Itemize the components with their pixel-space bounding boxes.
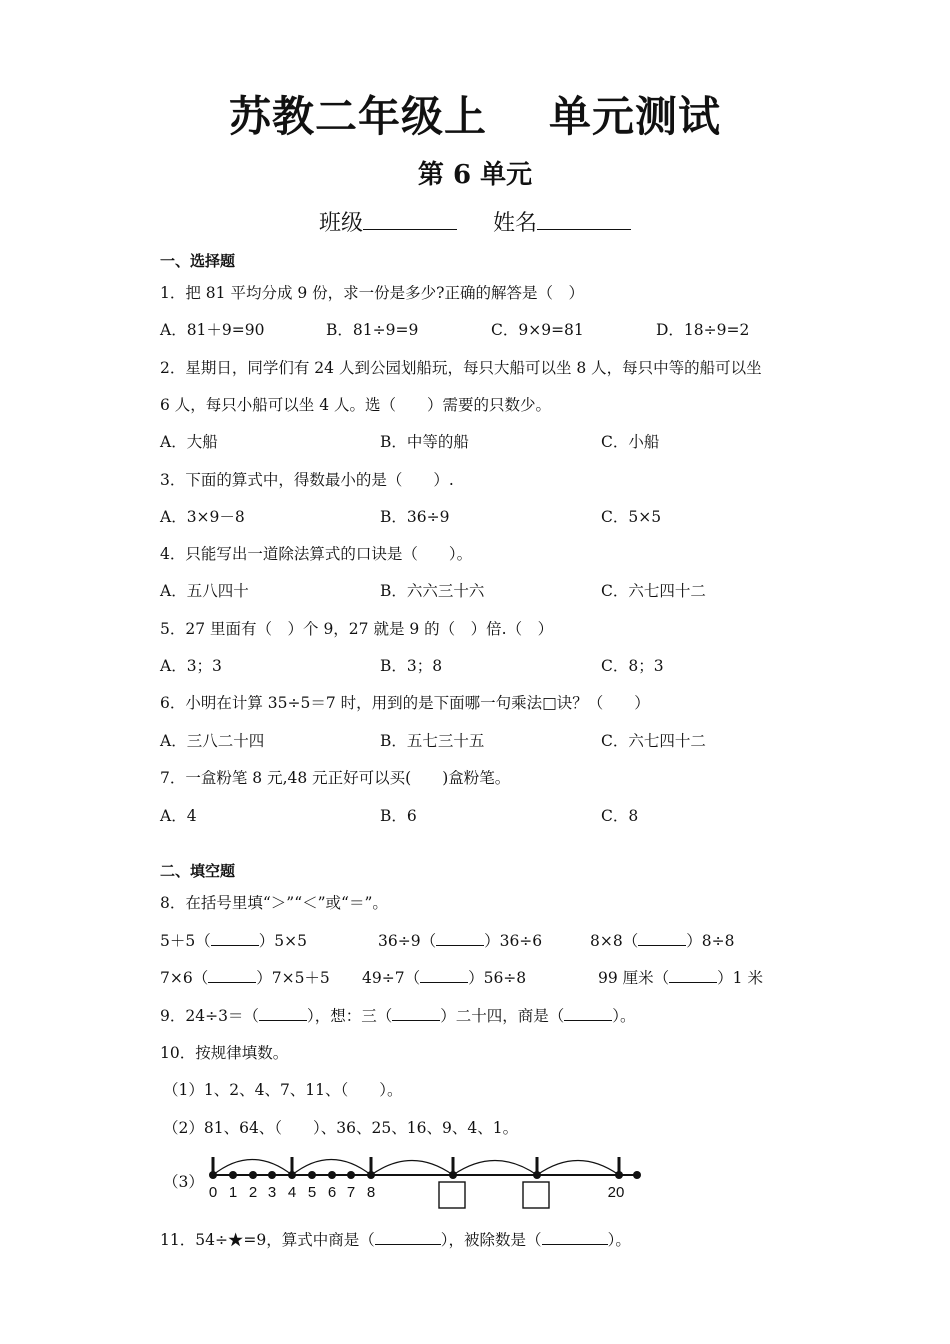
- unit-subtitle: 第 6 单元: [417, 160, 533, 190]
- page-title: 苏教二年级上 单元测试: [228, 92, 722, 141]
- option-6b[interactable]: B．五七三十五: [380, 732, 485, 750]
- class-name-line: [0, 206, 950, 237]
- answer-blank[interactable]: [208, 968, 256, 983]
- answer-blank[interactable]: [392, 1006, 440, 1021]
- option-3a[interactable]: A．3×9－8: [160, 508, 245, 526]
- question-10: 10．按规律填数。: [160, 1044, 289, 1062]
- option-2c[interactable]: C．小船: [601, 433, 660, 451]
- answer-blank[interactable]: [564, 1006, 612, 1021]
- option-4a[interactable]: A．五八四十: [160, 582, 249, 600]
- answer-blank[interactable]: [638, 931, 686, 946]
- option-6a[interactable]: A．三八二十四: [160, 732, 265, 750]
- answer-blank[interactable]: [375, 1230, 441, 1245]
- tick-label-2: 2: [248, 1184, 258, 1201]
- option-7b[interactable]: B．6: [380, 807, 417, 825]
- question-10-part-3: （3）: [163, 1173, 204, 1191]
- question-5: 5．27 里面有（ ）个 9，27 就是 9 的（ ）倍.（ ）: [160, 620, 554, 638]
- question-3: 3．下面的算式中，得数最小的是（ ）.: [160, 471, 454, 489]
- option-6c[interactable]: C．六七四十二: [601, 732, 706, 750]
- question-2: 2．星期日，同学们有 24 人到公园划船玩，每只大船可以坐 8 人，每只中等的船可以坐: [160, 359, 762, 377]
- compare-3: 8×8（ ）8÷8: [590, 932, 735, 950]
- tick-label-20: 20: [607, 1184, 625, 1201]
- tick-label-7: 7: [346, 1184, 356, 1201]
- answer-blank[interactable]: [420, 968, 468, 983]
- option-1c[interactable]: C．9×9=81: [491, 321, 584, 339]
- answer-blank[interactable]: [259, 1006, 307, 1021]
- name-label: 姓名: [493, 211, 538, 236]
- option-2a[interactable]: A．大船: [160, 433, 218, 451]
- question-7: 7．一盒粉笔 8 元,48 元正好可以买( )盒粉笔。: [160, 769, 511, 787]
- option-3b[interactable]: B．36÷9: [380, 508, 450, 526]
- class-label: 班级: [318, 211, 363, 236]
- option-5c[interactable]: C．8；3: [601, 657, 664, 675]
- question-9: 9．24÷3＝（ ），想：三（ ）二十四，商是（ ）。: [160, 1007, 636, 1025]
- option-5a[interactable]: A．3；3: [160, 657, 222, 675]
- option-1d[interactable]: D．18÷9=2: [656, 321, 750, 339]
- class-blank[interactable]: [363, 211, 457, 230]
- answer-blank[interactable]: [436, 931, 484, 946]
- compare-1: 5＋5（ ）5×5: [160, 932, 307, 950]
- question-2-cont: 6 人，每只小船可以坐 4 人。选（ ）需要的只数少。: [160, 396, 552, 414]
- question-8: 8．在括号里填“＞”“＜”或“＝”。: [160, 894, 388, 912]
- option-7a[interactable]: A．4: [160, 807, 197, 825]
- question-4: 4．只能写出一道除法算式的口诀是（ ）。: [160, 545, 473, 563]
- answer-blank[interactable]: [669, 968, 717, 983]
- compare-5: 49÷7（ ）56÷8: [362, 969, 527, 987]
- tick-label-8: 8: [366, 1184, 376, 1201]
- option-4c[interactable]: C．六七四十二: [601, 582, 706, 600]
- section-heading-choice: 一、选择题: [160, 252, 236, 270]
- question-11: 11．54÷★=9，算式中商是（ ），被除数是（ ）。: [160, 1231, 631, 1249]
- compare-6: 99 厘米（ ）1 米: [598, 969, 763, 987]
- question-10-part-1: （1）1、2、4、7、11、（ ）。: [163, 1081, 403, 1099]
- tick-label-4: 4: [287, 1184, 297, 1201]
- option-2b[interactable]: B．中等的船: [380, 433, 469, 451]
- question-10-part-2: （2）81、64、（ ）、36、25、16、9、4、1。: [163, 1119, 519, 1137]
- section-heading-fill: 二、填空题: [160, 862, 236, 880]
- option-3c[interactable]: C．5×5: [601, 508, 662, 526]
- tick-label-5: 5: [307, 1184, 317, 1201]
- number-line: [200, 1140, 650, 1210]
- option-1b[interactable]: B．81÷9=9: [326, 321, 419, 339]
- answer-box-1[interactable]: [439, 1182, 465, 1208]
- compare-4: 7×6（ ）7×5＋5: [160, 969, 330, 987]
- option-4b[interactable]: B．六六三十六: [380, 582, 485, 600]
- answer-box-2[interactable]: [523, 1182, 549, 1208]
- option-5b[interactable]: B．3；8: [380, 657, 443, 675]
- answer-blank[interactable]: [542, 1230, 608, 1245]
- name-blank[interactable]: [537, 211, 631, 230]
- option-7c[interactable]: C．8: [601, 807, 639, 825]
- tick-label-0: 0: [208, 1184, 218, 1201]
- question-6: 6．小明在计算 35÷5＝7 时，用到的是下面哪一句乘法□诀？（ ）: [160, 694, 650, 712]
- tick-label-3: 3: [267, 1184, 277, 1201]
- option-1a[interactable]: A．81＋9=90: [160, 321, 265, 339]
- answer-blank[interactable]: [211, 931, 259, 946]
- tick-label-6: 6: [327, 1184, 337, 1201]
- tick-label-1: 1: [228, 1184, 238, 1201]
- compare-2: 36÷9（ ）36÷6: [378, 932, 543, 950]
- question-1: 1．把 81 平均分成 9 份，求一份是多少?正确的解答是（ ）: [160, 284, 584, 302]
